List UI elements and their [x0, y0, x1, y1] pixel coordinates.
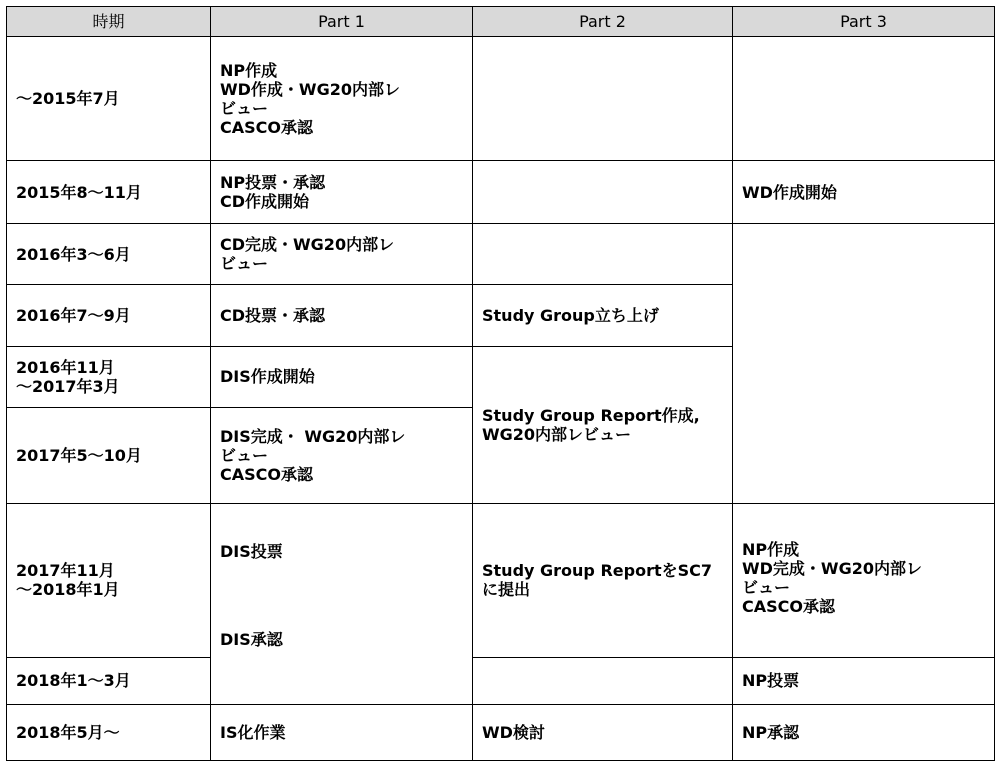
cell-line: DIS投票	[220, 541, 283, 561]
part1-cell: IS化作業	[211, 704, 473, 760]
part2-cell	[473, 224, 733, 285]
part2-cell-merged	[473, 347, 733, 503]
period-cell: 2018年5月〜	[7, 704, 211, 760]
table-row	[7, 657, 995, 704]
cell-line: ビュー	[220, 445, 269, 465]
table-row	[7, 37, 995, 161]
cell-line: CD作成開始	[220, 192, 310, 212]
part2-cell	[473, 503, 733, 657]
part3-cell: NP投票	[733, 657, 995, 704]
cell-line: WD完成・WG20内部レ	[742, 558, 922, 578]
period-cell: 2015年8〜11月	[7, 161, 211, 224]
cell-line: 2016年11月	[16, 357, 115, 377]
part1-cell	[211, 224, 473, 285]
cell-line: WG20内部レビュー	[482, 425, 632, 445]
cell-line: DIS承認	[220, 629, 283, 649]
cell-line: ビュー	[742, 577, 791, 597]
cell-line: CD完成・WG20内部レ	[220, 235, 395, 255]
part2-cell: WD検討	[473, 704, 733, 760]
part1-cell-merged	[211, 503, 473, 704]
cell-line: NP投票・承認	[220, 173, 326, 193]
period-cell	[7, 347, 211, 407]
cell-line: NP作成	[742, 539, 800, 559]
part2-cell	[473, 657, 733, 704]
table-row	[7, 161, 995, 224]
table-row	[7, 224, 995, 285]
cell-line: ビュー	[220, 254, 269, 274]
table-row	[7, 704, 995, 760]
cell-line: CASCO承認	[220, 117, 313, 137]
header-part1: Part 1	[211, 7, 473, 37]
period-cell: 2016年3〜6月	[7, 224, 211, 285]
period-cell: 〜2015年7月	[7, 37, 211, 161]
cell-line: Study Group Report作成,	[482, 406, 700, 426]
cell-line: 2017年11月	[16, 561, 115, 581]
header-part2: Part 2	[473, 7, 733, 37]
part1-cell: DIS作成開始	[211, 347, 473, 407]
part1-cell: CD投票・承認	[211, 285, 473, 347]
cell-line: WD作成・WG20内部レ	[220, 79, 400, 99]
period-cell: 2018年1〜3月	[7, 657, 211, 704]
part2-cell	[473, 37, 733, 161]
cell-line: に提出	[482, 580, 531, 600]
schedule-table	[6, 6, 995, 761]
table-row	[7, 503, 995, 657]
part3-cell: WD作成開始	[733, 161, 995, 224]
part3-cell: NP承認	[733, 704, 995, 760]
part2-cell	[473, 161, 733, 224]
header-period: 時期	[7, 7, 211, 37]
part3-cell-merged-empty	[733, 224, 995, 503]
part3-cell	[733, 37, 995, 161]
header-part3: Part 3	[733, 7, 995, 37]
part3-cell	[733, 503, 995, 657]
part1-cell	[211, 161, 473, 224]
cell-line: DIS完成・ WG20内部レ	[220, 426, 406, 446]
cell-line: Study Group ReportをSC7	[482, 561, 713, 581]
part1-cell	[211, 37, 473, 161]
period-cell: 2017年5〜10月	[7, 407, 211, 503]
part2-cell: Study Group立ち上げ	[473, 285, 733, 347]
cell-line: ビュー	[220, 98, 269, 118]
cell-line: CASCO承認	[220, 464, 313, 484]
cell-line: NP作成	[220, 60, 278, 80]
part1-cell	[211, 407, 473, 503]
cell-line: 〜2018年1月	[16, 580, 120, 600]
cell-line: 〜2017年3月	[16, 376, 120, 396]
period-cell: 2016年7〜9月	[7, 285, 211, 347]
header-row	[7, 7, 995, 37]
period-cell	[7, 503, 211, 657]
cell-line: CASCO承認	[742, 596, 835, 616]
